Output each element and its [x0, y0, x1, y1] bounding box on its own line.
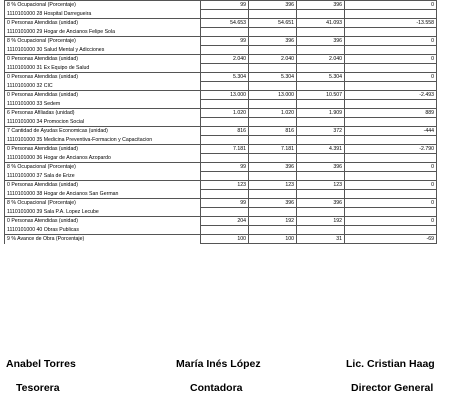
empty-cell: [201, 64, 249, 73]
program-code-label: 1110101000 35 Medicina Preventiva-Formacion y Capacitacion: [5, 136, 201, 145]
empty-cell: [249, 64, 297, 73]
empty-cell: [345, 82, 437, 91]
value-executed: 31: [297, 235, 345, 244]
value-difference: -13.558: [345, 19, 437, 28]
signature-role-treasurer: Tesorera: [16, 382, 60, 394]
value-executed: 2.040: [297, 55, 345, 64]
empty-cell: [297, 208, 345, 217]
program-code-label: 1110101000 36 Hogar de Ancianos Azopardo: [5, 154, 201, 163]
empty-cell: [249, 154, 297, 163]
indicator-row: [5, 235, 437, 244]
indicator-label: 0 Personas Atendidas (unidad): [5, 73, 201, 82]
value-programmed: 123: [201, 181, 249, 190]
empty-cell: [297, 82, 345, 91]
value-programmed: 2.040: [201, 55, 249, 64]
empty-cell: [297, 136, 345, 145]
indicator-row: [5, 163, 437, 172]
value-executed: 10.507: [297, 91, 345, 100]
empty-cell: [345, 28, 437, 37]
value-executed: 372: [297, 127, 345, 136]
indicator-row: [5, 109, 437, 118]
indicator-label: 0 Personas Atendidas (unidad): [5, 181, 201, 190]
empty-cell: [297, 10, 345, 19]
empty-cell: [345, 172, 437, 181]
indicator-row: [5, 37, 437, 46]
empty-cell: [297, 226, 345, 235]
indicator-row: [5, 1, 437, 10]
value-adjusted: 123: [249, 181, 297, 190]
program-code-row: [5, 190, 437, 199]
value-adjusted: 816: [249, 127, 297, 136]
empty-cell: [345, 226, 437, 235]
empty-cell: [201, 136, 249, 145]
indicator-label: 0 Personas Atendidas (unidad): [5, 55, 201, 64]
value-programmed: 99: [201, 37, 249, 46]
empty-cell: [249, 10, 297, 19]
empty-cell: [201, 226, 249, 235]
empty-cell: [297, 118, 345, 127]
empty-cell: [249, 208, 297, 217]
value-difference: 0: [345, 217, 437, 226]
empty-cell: [345, 154, 437, 163]
empty-cell: [201, 190, 249, 199]
program-code-label: 1110101000 32 CIC: [5, 82, 201, 91]
empty-cell: [201, 46, 249, 55]
value-adjusted: 2.040: [249, 55, 297, 64]
empty-cell: [345, 64, 437, 73]
value-executed: 396: [297, 199, 345, 208]
program-code-label: 1110101000 39 Sala P.A. Lopez Lecube: [5, 208, 201, 217]
empty-cell: [345, 118, 437, 127]
value-programmed: 99: [201, 1, 249, 10]
signature-role-accountant: Contadora: [190, 382, 243, 394]
program-code-row: [5, 10, 437, 19]
empty-cell: [345, 10, 437, 19]
indicator-label: 9 % Avance de Obra (Porcentaje): [5, 235, 201, 244]
empty-cell: [249, 100, 297, 109]
program-code-row: [5, 226, 437, 235]
value-programmed: 100: [201, 235, 249, 244]
program-code-label: 1110101000 34 Promocion Social: [5, 118, 201, 127]
value-programmed: 7.181: [201, 145, 249, 154]
value-adjusted: 396: [249, 1, 297, 10]
empty-cell: [249, 226, 297, 235]
signature-name-director: Lic. Cristian Haag: [346, 358, 435, 370]
program-code-label: 1110101000 31 Ex Equipo de Salud: [5, 64, 201, 73]
signature-name-accountant: María Inés López: [176, 358, 261, 370]
program-code-label: 1110101000 30 Salud Mental y Adicciones: [5, 46, 201, 55]
indicator-label: 8 % Ocupacional (Porcentaje): [5, 163, 201, 172]
empty-cell: [201, 82, 249, 91]
indicator-row: [5, 19, 437, 28]
program-code-label: 1110101000 33 Sedem: [5, 100, 201, 109]
indicator-label: 0 Personas Atendidas (unidad): [5, 217, 201, 226]
indicator-label: 0 Personas Atendidas (unidad): [5, 19, 201, 28]
value-programmed: 99: [201, 199, 249, 208]
empty-cell: [201, 28, 249, 37]
empty-cell: [201, 208, 249, 217]
program-code-label: 1110101000 38 Hogar de Ancianos San German: [5, 190, 201, 199]
value-difference: 0: [345, 163, 437, 172]
empty-cell: [249, 172, 297, 181]
program-code-row: [5, 100, 437, 109]
empty-cell: [345, 190, 437, 199]
empty-cell: [345, 46, 437, 55]
indicator-row: [5, 145, 437, 154]
value-programmed: 13.000: [201, 91, 249, 100]
value-programmed: 204: [201, 217, 249, 226]
value-difference: 0: [345, 73, 437, 82]
empty-cell: [297, 190, 345, 199]
value-adjusted: 100: [249, 235, 297, 244]
value-difference: 0: [345, 55, 437, 64]
value-executed: 123: [297, 181, 345, 190]
indicator-row: [5, 217, 437, 226]
indicators-table-body: [5, 1, 437, 244]
value-adjusted: 5.304: [249, 73, 297, 82]
indicator-label: 0 Personas Atendidas (unidad): [5, 91, 201, 100]
value-adjusted: 54.651: [249, 19, 297, 28]
program-code-label: 1110101000 28 Hospital Darregueira: [5, 10, 201, 19]
program-code-row: [5, 208, 437, 217]
value-adjusted: 396: [249, 163, 297, 172]
empty-cell: [297, 172, 345, 181]
empty-cell: [201, 172, 249, 181]
empty-cell: [345, 100, 437, 109]
empty-cell: [297, 28, 345, 37]
value-executed: 192: [297, 217, 345, 226]
value-difference: 0: [345, 181, 437, 190]
empty-cell: [201, 100, 249, 109]
signature-role-director: Director General: [351, 382, 434, 394]
value-programmed: 1.020: [201, 109, 249, 118]
indicator-row: [5, 91, 437, 100]
empty-cell: [249, 82, 297, 91]
indicator-row: [5, 181, 437, 190]
program-code-row: [5, 64, 437, 73]
empty-cell: [249, 46, 297, 55]
indicator-label: 8 % Ocupacional (Porcentaje): [5, 37, 201, 46]
value-executed: 396: [297, 1, 345, 10]
value-executed: 5.304: [297, 73, 345, 82]
value-programmed: 54.653: [201, 19, 249, 28]
indicator-label: 0 Personas Atendidas (unidad): [5, 145, 201, 154]
value-adjusted: 396: [249, 37, 297, 46]
value-difference: 0: [345, 1, 437, 10]
value-executed: 41.093: [297, 19, 345, 28]
value-adjusted: 192: [249, 217, 297, 226]
empty-cell: [345, 208, 437, 217]
value-difference: -69: [345, 235, 437, 244]
empty-cell: [249, 190, 297, 199]
indicator-row: [5, 73, 437, 82]
empty-cell: [249, 28, 297, 37]
indicator-label: 8 % Ocupacional (Porcentaje): [5, 199, 201, 208]
program-code-row: [5, 136, 437, 145]
empty-cell: [297, 100, 345, 109]
value-adjusted: 1.020: [249, 109, 297, 118]
indicator-label: 8 % Ocupacional (Porcentaje): [5, 1, 201, 10]
value-programmed: 816: [201, 127, 249, 136]
value-adjusted: 396: [249, 199, 297, 208]
empty-cell: [297, 154, 345, 163]
value-executed: 396: [297, 163, 345, 172]
value-executed: 1.909: [297, 109, 345, 118]
empty-cell: [249, 118, 297, 127]
indicator-row: [5, 199, 437, 208]
value-difference: 889: [345, 109, 437, 118]
value-difference: 0: [345, 199, 437, 208]
program-code-row: [5, 82, 437, 91]
value-adjusted: 13.000: [249, 91, 297, 100]
program-code-label: 1110101000 29 Hogar de Ancianos Felipe Sola: [5, 28, 201, 37]
value-executed: 396: [297, 37, 345, 46]
program-code-row: [5, 46, 437, 55]
empty-cell: [345, 136, 437, 145]
value-difference: -2.790: [345, 145, 437, 154]
indicator-label: 7 Cantidad de Ayudas Economicas (unidad): [5, 127, 201, 136]
value-adjusted: 7.181: [249, 145, 297, 154]
value-difference: 0: [345, 37, 437, 46]
value-difference: -2.493: [345, 91, 437, 100]
program-code-label: 1110101000 40 Obras Publicas: [5, 226, 201, 235]
indicator-row: [5, 127, 437, 136]
empty-cell: [201, 10, 249, 19]
empty-cell: [297, 46, 345, 55]
program-code-row: [5, 154, 437, 163]
empty-cell: [201, 118, 249, 127]
program-code-row: [5, 28, 437, 37]
program-code-label: 1110101000 37 Sala de Erize: [5, 172, 201, 181]
program-code-row: [5, 118, 437, 127]
value-programmed: 99: [201, 163, 249, 172]
value-programmed: 5.304: [201, 73, 249, 82]
indicators-table: [4, 0, 437, 244]
empty-cell: [249, 136, 297, 145]
signature-name-treasurer: Anabel Torres: [6, 358, 76, 370]
empty-cell: [297, 64, 345, 73]
program-code-row: [5, 172, 437, 181]
empty-cell: [201, 154, 249, 163]
value-executed: 4.391: [297, 145, 345, 154]
indicator-label: 6 Personas Afiliadas (unidad): [5, 109, 201, 118]
indicator-row: [5, 55, 437, 64]
value-difference: -444: [345, 127, 437, 136]
